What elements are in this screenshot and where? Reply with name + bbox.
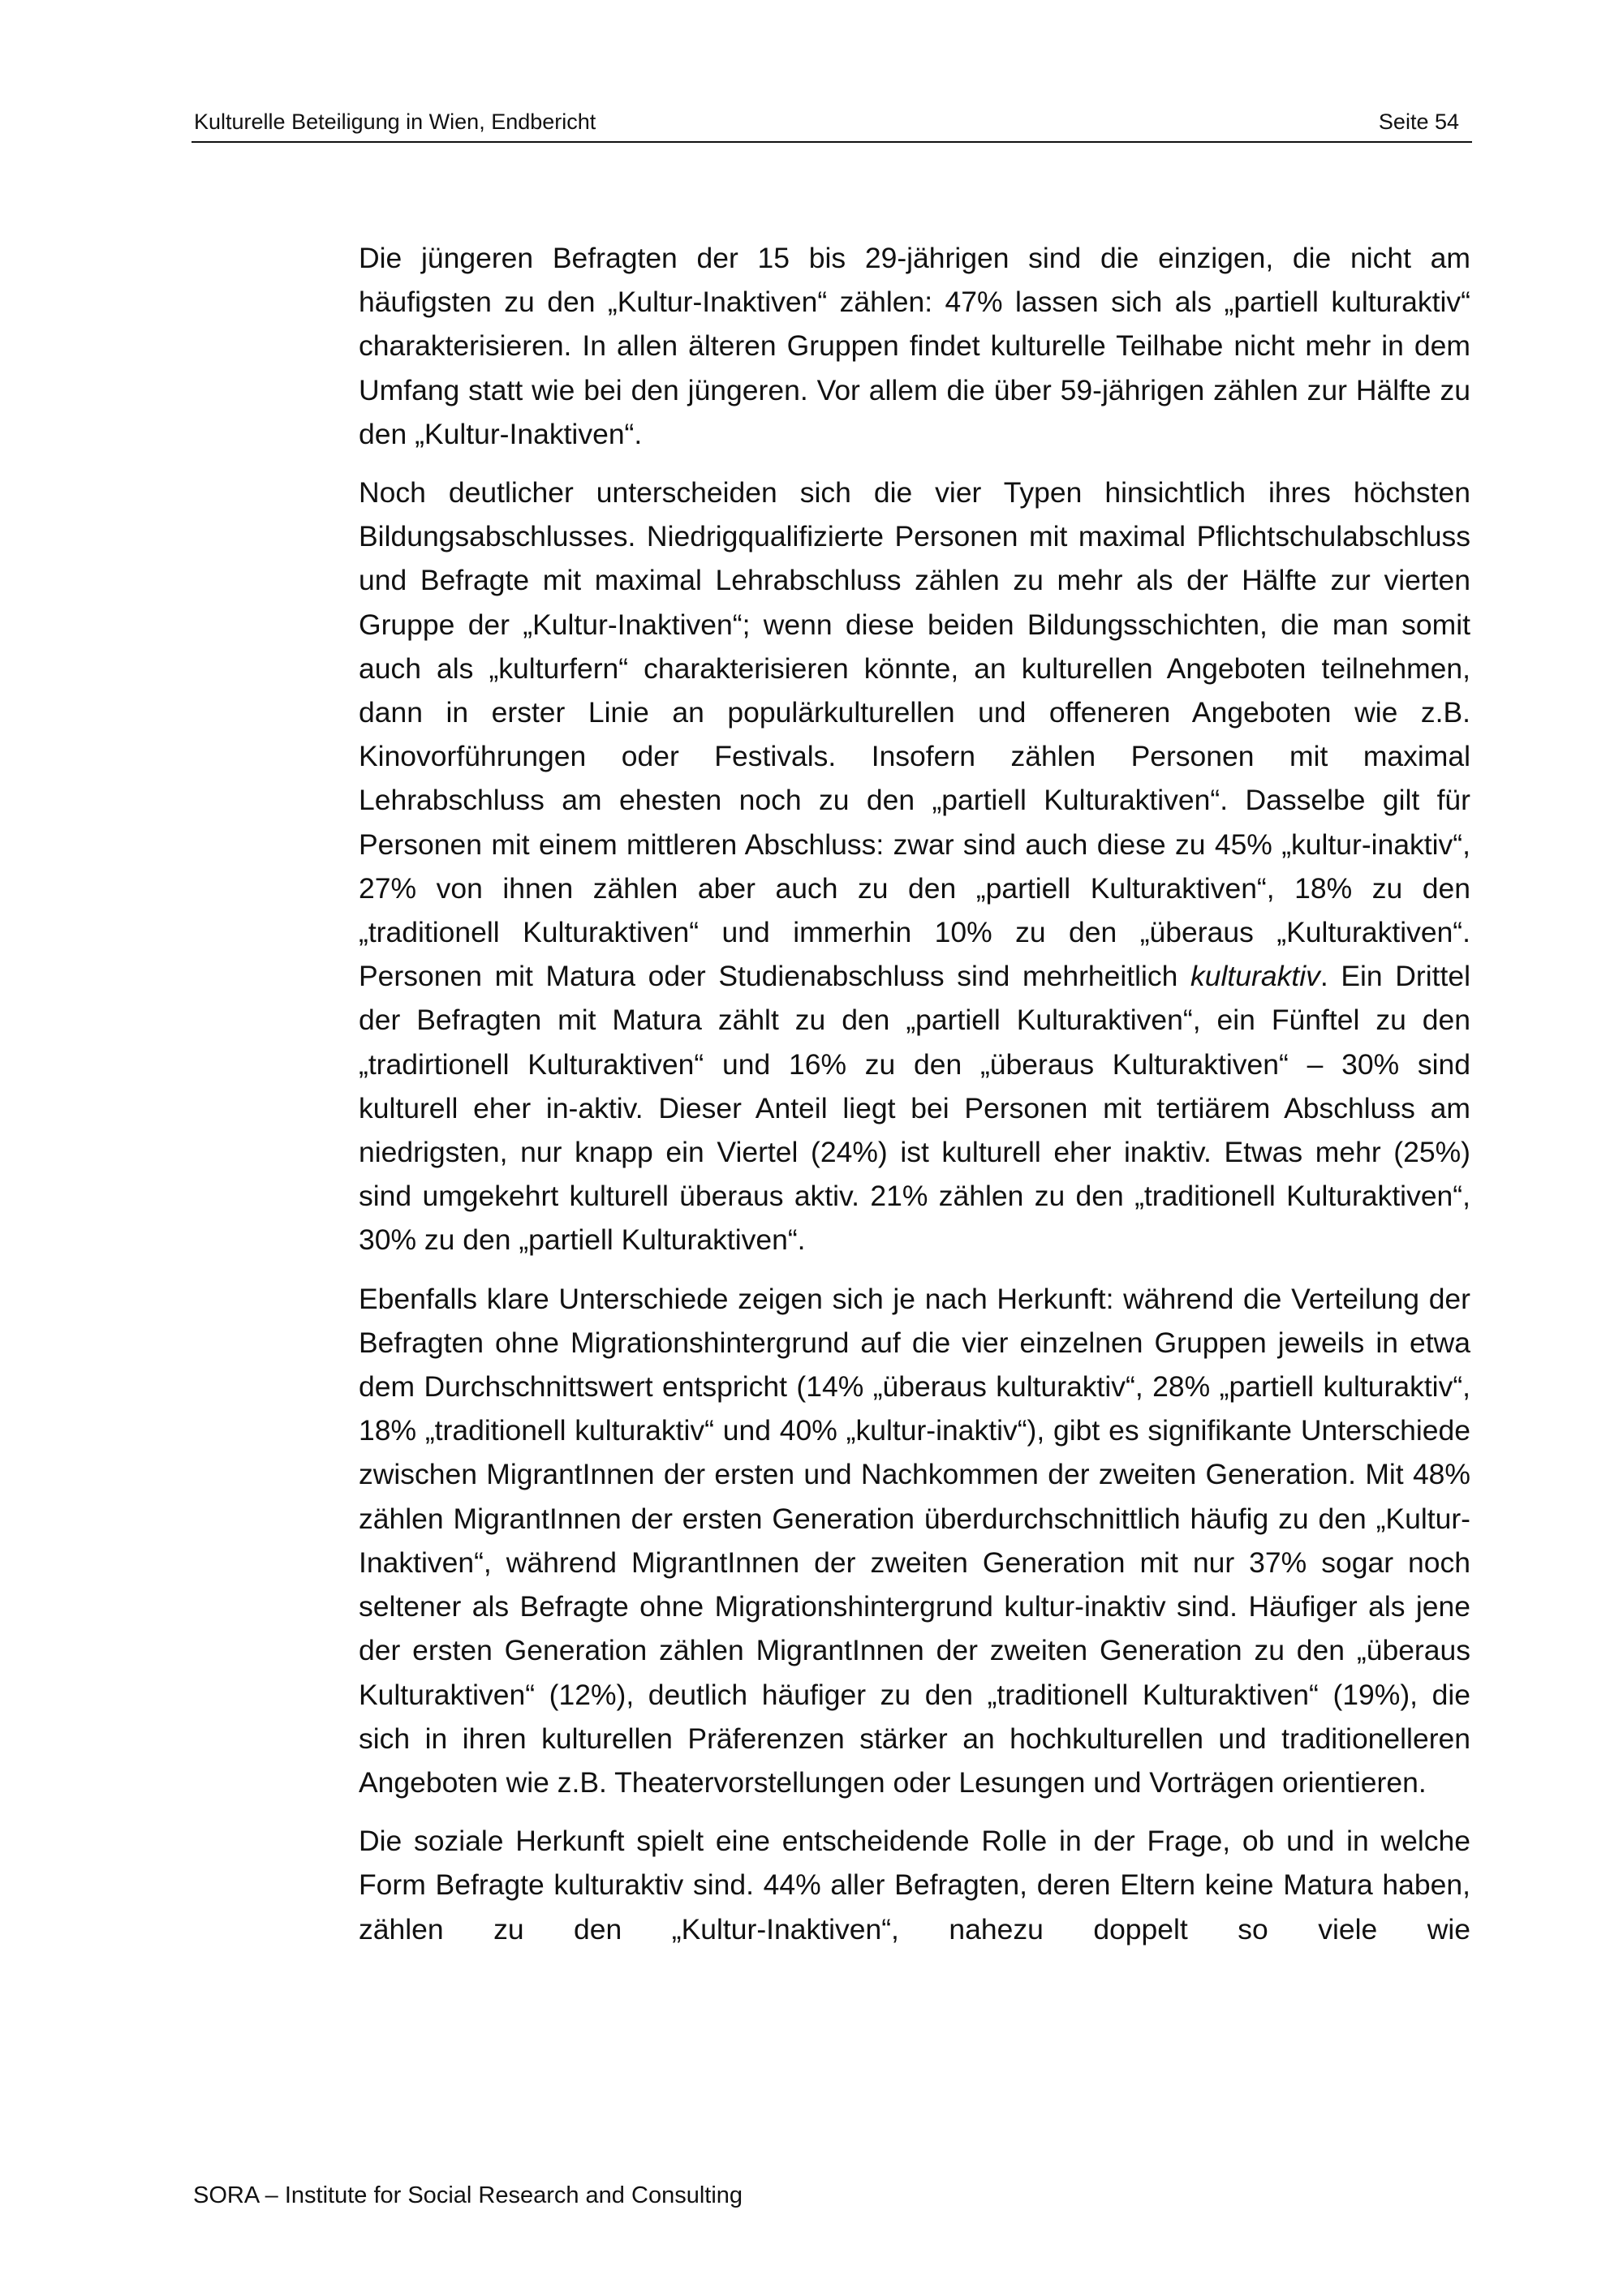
paragraph-social-origin: Die soziale Herkunft spielt eine entscheidende Rolle in der Frage, ob und in welche Form Befragte kulturaktiv sind. 44% aller Befragten, deren Eltern keine Matura haben, zählen zu den „Kultur-Inaktiven“, nahezu doppelt so viele wie [359, 1825, 1470, 1946]
running-header [192, 102, 1472, 143]
paragraph-migration: Ebenfalls klare Unterschiede zeigen sich je nach Herkunft: während die Verteilung der Befragten ohne Migrationshintergrund auf die vier einzelnen Gruppen jeweils in etwa dem Durchschnittswert entspricht (14% „überaus kulturaktiv“, 28% „partiell kulturaktiv“, 18% „traditionell kulturaktiv“ und 40% „kultur-inaktiv“), gibt es signifikante Unterschiede zwischen MigrantInnen der ersten und Nachkommen der zweiten Generation. Mit 48% zählen MigrantInnen der ersten Generation überdurchschnittlich häufig zu den „Kultur-Inaktiven“, während MigrantInnen der zweiten Generation mit nur 37% sogar noch seltener als Befragte ohne Migrationshintergrund kultur-inaktiv sind. Häufiger als jene der ersten Generation zählen MigrantInnen der zweiten Generation zu den „überaus Kulturaktiven“ (12%), deutlich häufiger zu den „traditionell Kulturaktiven“ (19%), die sich in ihren kulturellen Präferenzen stärker an hochkulturellen und traditionelleren Angeboten wie z.B. Theatervorstellungen oder Lesungen und Vorträgen orientieren. [359, 1282, 1470, 1799]
main-text [359, 236, 1470, 1966]
emphasis-kulturaktiv: kulturaktiv [1190, 960, 1320, 993]
page-number: Seite 54 [1378, 110, 1459, 134]
paragraph-age-groups: Die jüngeren Befragten der 15 bis 29-jährigen sind die einzigen, die nicht am häufigsten zu den „Kultur-Inaktiven“ zählen: 47% lassen sich als „partiell kulturaktiv“ charakterisieren. In allen älteren Gruppen findet kulturelle Teilhabe nicht mehr in dem Umfang statt wie bei den jüngeren. Vor allem die über 59-jährigen zählen zur Hälfte zu den „Kultur-Inaktiven“. [359, 242, 1470, 450]
running-footer: SORA – Institute for Social Research and Consulting [193, 2182, 743, 2208]
document-title: Kulturelle Beteiligung in Wien, Endbericht [194, 110, 596, 134]
paragraph-education-text-1: Noch deutlicher unterscheiden sich die vier Typen hinsichtlich ihres höchsten Bildungsabschlusses. Niedrigqualifizierte Personen mit maximal Pflichtschulabschluss und Befragte mit maximal Lehrabschluss zählen zu mehr als der Hälfte zur vierten Gruppe der „Kultur-Inaktiven“; wenn diese beiden Bildungsschichten, die man somit auch als „kulturfern“ charakterisieren könnte, an kulturellen Angeboten teilnehmen, dann in erster Linie an populärkulturellen und offeneren Angeboten wie z.B. Kinovorführungen oder Festivals. Insofern zählen Personen mit maximal Lehrabschluss am ehesten noch zu den „partiell Kulturaktiven“. Dasselbe gilt für Personen mit einem mittleren Abschluss: zwar sind auch diese zu 45% „kultur-inaktiv“, 27% von ihnen zählen aber auch zu den „partiell Kulturaktiven“, 18% zu den „traditionell Kulturaktiven“ und immerhin 10% zu den „überaus „Kulturaktiven“. Personen mit Matura oder Studienabschluss sind mehrheitlich [359, 476, 1470, 993]
paragraph-education [359, 471, 1470, 1262]
paragraph-education-text-2: . Ein Drittel der Befragten mit Matura zählt zu den „partiell Kulturaktiven“, ein Fünftel zu den „tradirtionell Kulturaktiven“ und 16% zu den „überaus Kulturaktiven“ – 30% sind kulturell eher in-aktiv. Dieser Anteil liegt bei Personen mit tertiärem Abschluss am niedrigsten, nur knapp ein Viertel (24%) ist kulturell eher inaktiv. Etwas mehr (25%) sind umgekehrt kulturell überaus aktiv. 21% zählen zu den „traditionell Kulturaktiven“, 30% zu den „partiell Kulturaktiven“. [359, 960, 1471, 1257]
